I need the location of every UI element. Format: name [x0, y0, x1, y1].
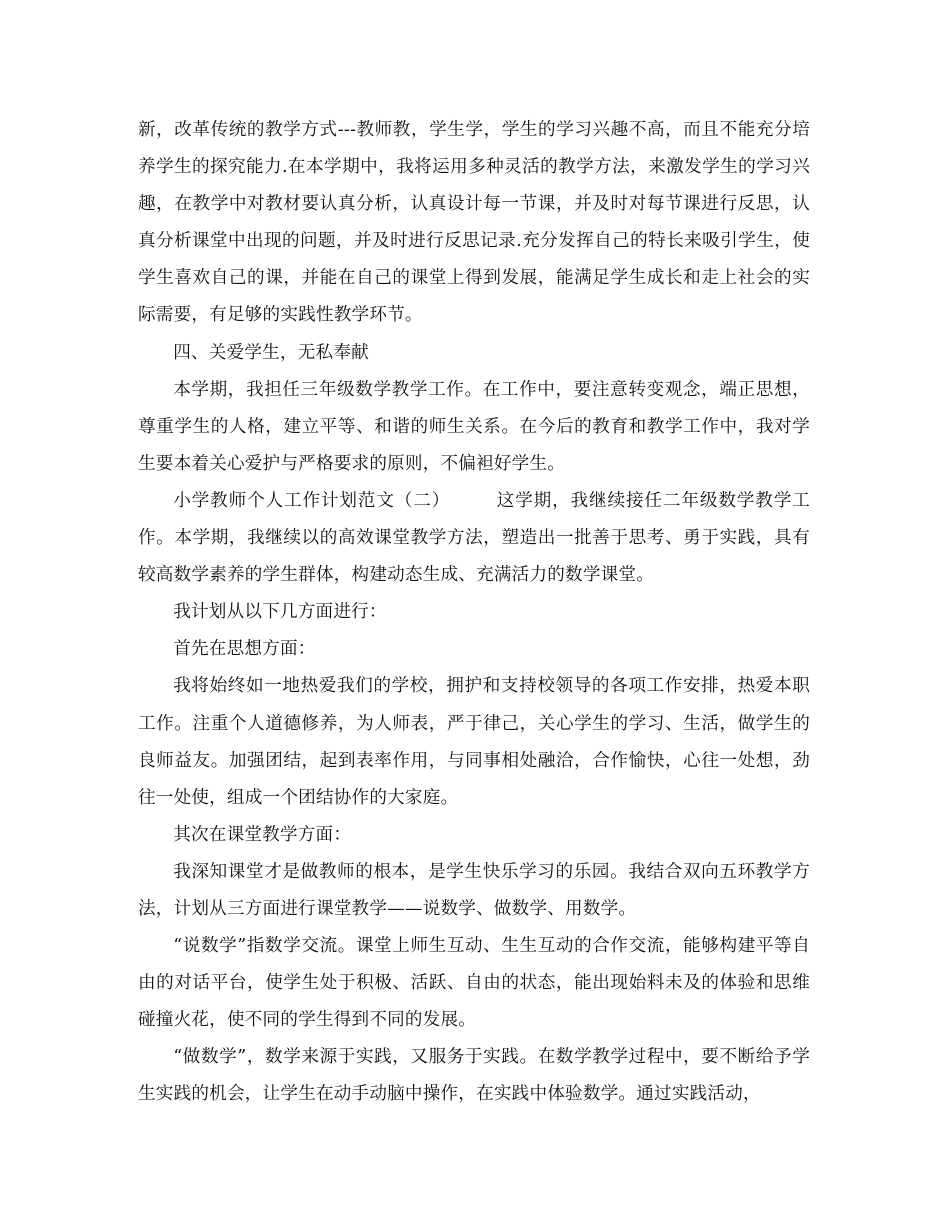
plan-two-body: 这学期，我继续接任二年级数学教学工作。本学期，我继续以的高效课堂教学方法，塑造出一批善于思考、勇于实践，具有较高数学素养的学生群体，构建动态生成、充满活力的数学课堂。: [138, 490, 810, 586]
paragraph-classroom-teaching: 我深知课堂才是做教师的根本，是学生快乐学习的乐园。我结合双向五环教学方法，计划从三方面进行课堂教学——说数学、做数学、用数学。: [138, 861, 810, 919]
section-heading-ideology: 首先在思想方面：: [173, 639, 316, 660]
document-page: [138, 112, 810, 1114]
paragraph-care-for-students: 本学期，我担任三年级数学教学工作。在工作中，要注意转变观念，端正思想，尊重学生的人格，建立平等、和谐的师生关系。在今后的教育和教学工作中，我对学生要本着关心爱护与严格要求的原则，不偏袒好学生。: [138, 379, 810, 474]
paragraph-plan-aspects: 我计划从以下几方面进行：: [173, 602, 387, 623]
paragraph-do-math: “做数学”，数学来源于实践，又服务于实践。在数学教学过程中，要不断给予学生实践的机会，让学生在动手动脑中操作，在实践中体验数学。通过实践活动，: [138, 1047, 810, 1105]
section-heading-classroom-teaching: 其次在课堂教学方面：: [173, 824, 352, 845]
section-heading-care-for-students: 四、关爱学生，无私奉献: [173, 342, 369, 363]
plan-two-heading: 小学教师个人工作计划范文（二）: [173, 490, 451, 511]
paragraph-ideology: 我将始终如一地热爱我们的学校，拥护和支持校领导的各项工作安排，热爱本职工作。注重个人道德修养，为人师表，严于律己，关心学生的学习、生活，做学生的良师益友。加强团结，起到表率作用，与同事相处融洽，合作愉快，心往一处想，劲往一处使，组成一个团结协作的大家庭。: [138, 676, 810, 808]
paragraph-speak-math: “说数学”指数学交流。课堂上师生互动、生生互动的合作交流，能够构建平等自由的对话平台，使学生处于积极、活跃、自由的状态，能出现始料未及的体验和思维碰撞火花，使不同的学生得到不同的发展。: [138, 936, 810, 1031]
paragraph-plan-two-intro: [138, 483, 810, 594]
paragraph-teaching-method-continued: 新，改革传统的教学方式---教师教，学生学，学生的学习兴趣不高，而且不能充分培养学生的探究能力.在本学期中，我将运用多种灵活的教学方法，来激发学生的学习兴趣，在教学中对教材要认真分析，认真设计每一节课，并及时对每节课进行反思，认真分析课堂中出现的问题，并及时进行反思记录.充分发挥自己的特长来吸引学生，使学生喜欢自己的课，并能在自己的课堂上得到发展，能满足学生成长和走上社会的实际需要，有足够的实践性教学环节。: [138, 120, 810, 326]
